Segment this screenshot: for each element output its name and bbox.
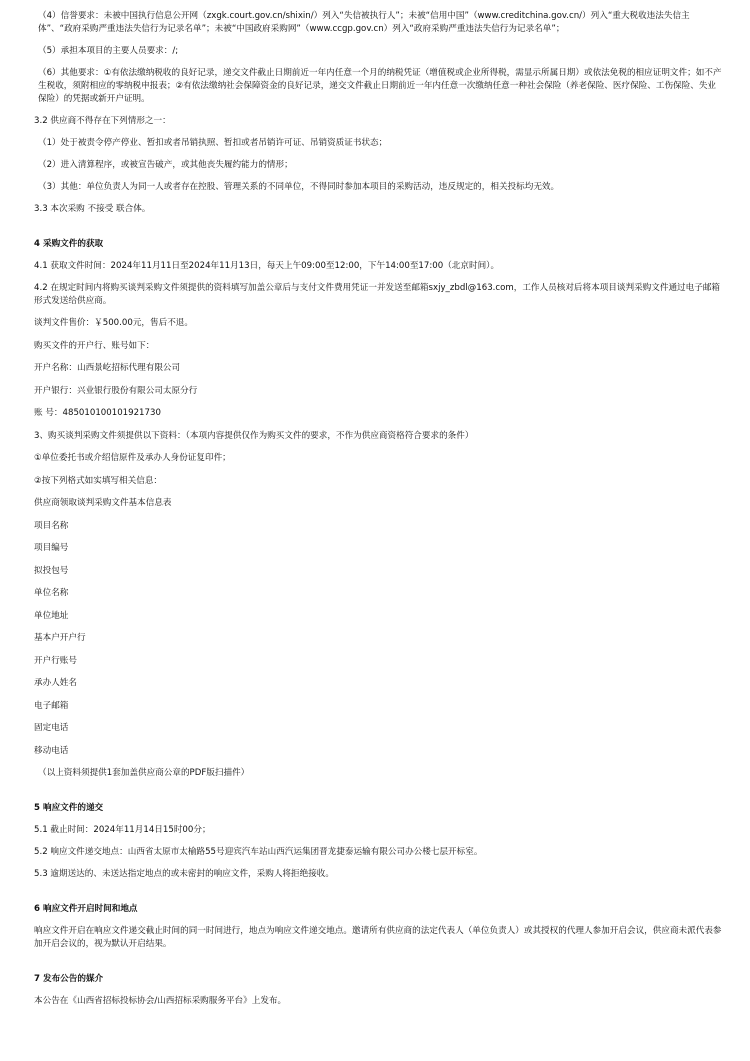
section-4-1: 4.1 获取文件时间：2024年11月11日至2024年11月13日，每天上午09:00至12:00，下午14:00至17:00（北京时间）。 [34,261,500,271]
required-materials: 3、购买谈判采购文件须提供以下资料：（本项内容提供仅作为购买文件的要求，不作为供应商资格符合要求的条件） [34,430,474,441]
exclusion-item-2: （2）进入清算程序，或被宣告破产，或其他丧失履约能力的情形； [38,160,293,170]
form-field: 开户行账号 [34,655,77,666]
section-5-1: 5.1 截止时间：2024年11月14日15时00分； [34,825,211,835]
form-field: 项目名称 [34,520,69,531]
material-1: ①单位委托书或介绍信原件及承办人身份证复印件； [34,453,231,463]
form-field: 电子邮箱 [34,700,69,711]
form-field: 单位地址 [34,610,69,621]
account-bank: 开户银行：兴业银行股份有限公司太原分行 [34,385,198,396]
form-field: 项目编号 [34,543,69,553]
material-2: ②按下列格式如实填写相关信息： [34,475,163,486]
account-name: 开户名称：山西景屹招标代理有限公司 [34,363,181,373]
section-4-heading: 4 采购文件的获取 [34,239,104,249]
exclusion-title: 3.2 供应商不得存在下列情形之一： [34,116,171,126]
form-title: 供应商领取谈判采购文件基本信息表 [34,498,172,508]
qualification-item-5: （5）承担本项目的主要人员要求：/; [38,46,179,56]
section-7-1: 本公告在《山西省招标投标协会/山西招标采购服务平台》上发布。 [34,996,287,1006]
qualification-item-4: （4）信誉要求：未被中国执行信息公开网（zxgk.court.gov.cn/shixin/）列入“失信被执行人”；未被“信用中国”（www.creditchina.gov.cn/）列入“重大税收违法失信主体”、“政府采购严重违法失信行为记录名单”；未被“中国政府采购网”（www.ccgp.gov.cn）列入“政府采购严重违法失信行为记录名单”； [38,11,690,34]
form-field: 拟投包号 [34,565,69,576]
form-field: 固定电话 [34,723,69,733]
consortium-note: 3.3 本次采购 不接受 联合体。 [34,204,151,214]
materials-note: （以上资料须提供1套加盖供应商公章的PDF版扫描件） [38,768,250,778]
account-number: 账 号：485010100101921730 [34,408,161,418]
document-price: 谈判文件售价：￥500.00元，售后不退。 [34,318,193,328]
exclusion-item-3: （3）其他：单位负责人为同一人或者存在控股、管理关系的不同单位，不得同时参加本项目的采购活动，违反规定的，相关投标均无效。 [38,182,560,192]
form-field: 承办人姓名 [34,678,77,688]
exclusion-item-1: （1）处于被责令停产停业、暂扣或者吊销执照、暂扣或者吊销许可证、吊销资质证书状态； [38,138,388,148]
section-6-heading: 6 响应文件开启时间和地点 [34,904,138,914]
form-field: 基本户开户行 [34,633,86,643]
account-title: 购买文件的开户行、账号如下： [34,340,155,351]
form-field: 单位名称 [34,588,69,598]
section-5-3: 5.3 逾期送达的、未送达指定地点的或未密封的响应文件，采购人将拒绝接收。 [34,869,334,879]
section-6-1: 响应文件开启在响应文件递交截止时间的同一时间进行，地点为响应文件递交地点。邀请所有供应商的法定代表人（单位负责人）或其授权的代理人参加开启会议，供应商未派代表参加开启会议的，视为默认开启结果。 [34,926,722,949]
qualification-item-6: （6）其他要求：①有依法缴纳税收的良好记录，递交文件截止日期前近一年内任意一个月的纳税凭证（增值税或企业所得税，需显示所属日期）或依法免税的相应证明文件；如不产生税收，须附相应的零纳税申报表；②有依法缴纳社会保障资金的良好记录，递交文件截止日期前近一年内任意一次缴纳任意一种社会保险（养老保险、医疗保险、工伤保险、失业保险）的凭据或新开户证明。 [38,68,722,104]
form-field: 移动电话 [34,745,69,756]
section-5-heading: 5 响应文件的递交 [34,803,104,813]
section-7-heading: 7 发布公告的媒介 [34,974,104,984]
section-4-2: 4.2 在规定时间内将购买谈判采购文件须提供的资料填写加盖公章后与支付文件费用凭证一并发送至邮箱sxjy_zbdl@163.com，工作人员核对后将本项目谈判采购文件通过电子邮箱形式发送给供应商。 [34,283,721,306]
section-5-2: 5.2 响应文件递交地点：山西省太原市太榆路55号迎宾汽车站山西汽运集团晋龙捷泰运输有限公司办公楼七层开标室。 [34,847,483,857]
